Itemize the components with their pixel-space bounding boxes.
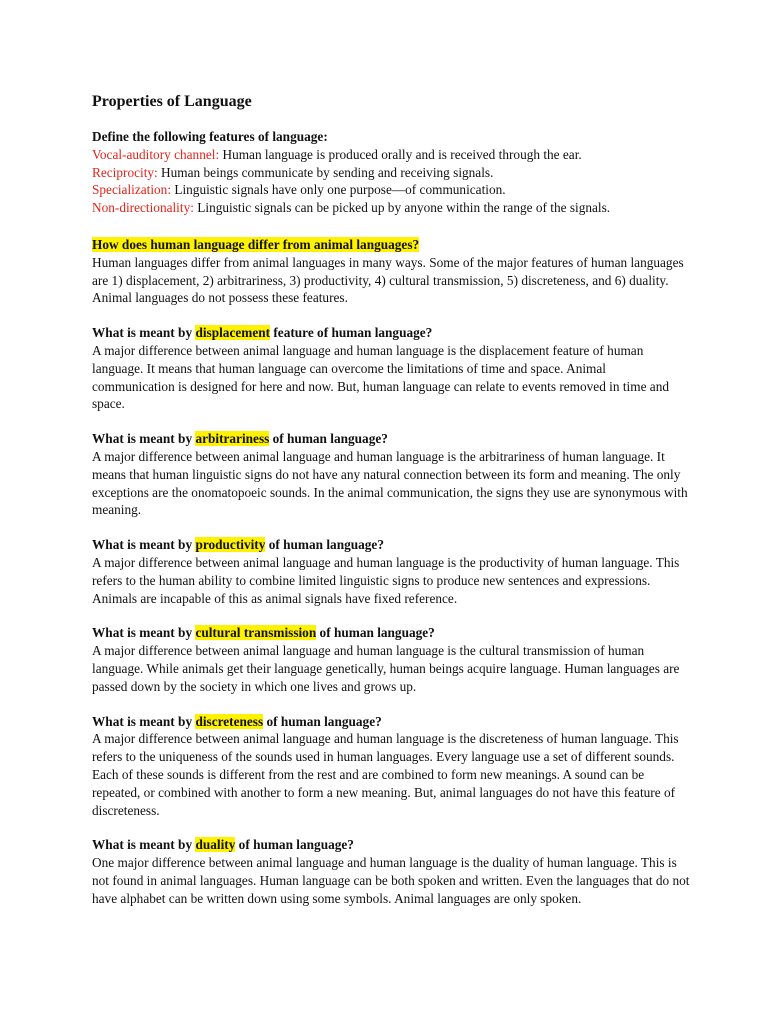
question-heading — [92, 536, 692, 554]
feature-text: Human beings communicate by sending and receiving signals. — [157, 164, 494, 180]
question-heading — [92, 236, 692, 254]
features-heading: Define the following features of language: — [92, 129, 328, 144]
highlighted-term: displacement — [195, 325, 271, 341]
highlighted-term: cultural transmission — [195, 625, 317, 641]
question-heading — [92, 836, 692, 854]
differ-block — [92, 236, 692, 307]
question-prefix: What is meant by — [92, 837, 196, 853]
highlighted-question: How does human language differ from animal languages? — [92, 236, 420, 252]
question-suffix: of human language? — [316, 625, 435, 641]
qa-block — [92, 430, 692, 519]
question-prefix: What is meant by — [92, 537, 196, 553]
question-heading — [92, 430, 692, 448]
answer-text: A major difference between animal language and human language is the cultural transmission of human language. While animals get their language genetically, human beings acquire language. Human languages are passed down by the society in which one lives and grows up. — [92, 643, 680, 694]
question-prefix: What is meant by — [92, 325, 196, 341]
highlighted-term: duality — [195, 837, 236, 853]
feature-item — [92, 146, 692, 164]
feature-term: Vocal-auditory channel: — [92, 146, 220, 162]
question-suffix: of human language? — [263, 713, 382, 729]
qa-block — [92, 836, 692, 907]
highlighted-term: discreteness — [195, 713, 264, 729]
answer-text: A major difference between animal language and human language is the discreteness of human language. This refers to the uniqueness of the sounds used in human languages. Every language use a set of different sounds. Each of these sounds is different from the rest and are combined to form new meanings. A sound can be repeated, or combined with another to form a new meaning. But, animal languages do not have this feature of discreteness. — [92, 731, 679, 818]
qa-block — [92, 536, 692, 607]
question-suffix: of human language? — [235, 837, 354, 853]
feature-term: Non-directionality: — [92, 200, 194, 216]
qa-block — [92, 713, 692, 820]
answer-text: A major difference between animal language and human language is the displacement feature of human language. It means that human language can overcome the limitations of time and space. Animal communication is designed for here and now. But, human language can relate to events removed in time and space. — [92, 342, 670, 412]
qa-block — [92, 624, 692, 695]
qa-block — [92, 324, 692, 413]
question-heading — [92, 624, 692, 642]
feature-text: Human language is produced orally and is received through the ear. — [219, 146, 582, 162]
feature-term: Reciprocity: — [92, 164, 158, 180]
highlighted-term: arbitrariness — [195, 431, 270, 447]
highlighted-term: productivity — [195, 537, 266, 553]
feature-item — [92, 164, 692, 182]
answer-text: Human languages differ from animal languages in many ways. Some of the major features of human languages are 1) displacement, 2) arbitrariness, 3) productivity, 4) cultural transmission, 5) discreteness, and 6) duality. Animal languages do not possess these features. — [92, 254, 684, 306]
question-suffix: of human language? — [265, 537, 384, 553]
answer-text: One major difference between animal language and human language is the duality of human language. This is not found in animal languages. Human language can be both spoken and written. Even the languages that do not have alphabet can be written down using some symbols. Animal languages are only spoken. — [92, 855, 690, 906]
feature-item — [92, 181, 692, 199]
feature-item — [92, 199, 692, 217]
question-suffix: of human language? — [269, 431, 388, 447]
answer-text: A major difference between animal language and human language is the arbitrariness of human language. It means that human linguistic signs do not have any natural connection between its form and meaning. The only exceptions are the onomatopoeic sounds. In the animal communication, the signs they use are synonymous with meaning. — [92, 448, 688, 518]
question-heading — [92, 324, 692, 342]
question-prefix: What is meant by — [92, 431, 196, 447]
document-page — [92, 90, 692, 924]
feature-term: Specialization: — [92, 182, 172, 198]
question-prefix: What is meant by — [92, 625, 196, 641]
answer-text: A major difference between animal language and human language is the productivity of human language. This refers to the human ability to combine limited linguistic signs to produce new sentences and expressions. Animals are incapable of this as animal signals have fixed reference. — [92, 554, 680, 606]
feature-text: Linguistic signals can be picked up by anyone within the range of the signals. — [193, 200, 611, 216]
question-suffix: feature of human language? — [270, 325, 433, 341]
features-block — [92, 128, 692, 217]
question-prefix: What is meant by — [92, 713, 196, 729]
document-title: Properties of Language — [92, 93, 252, 110]
feature-text: Linguistic signals have only one purpose—of communication. — [171, 182, 506, 198]
question-heading — [92, 713, 692, 731]
